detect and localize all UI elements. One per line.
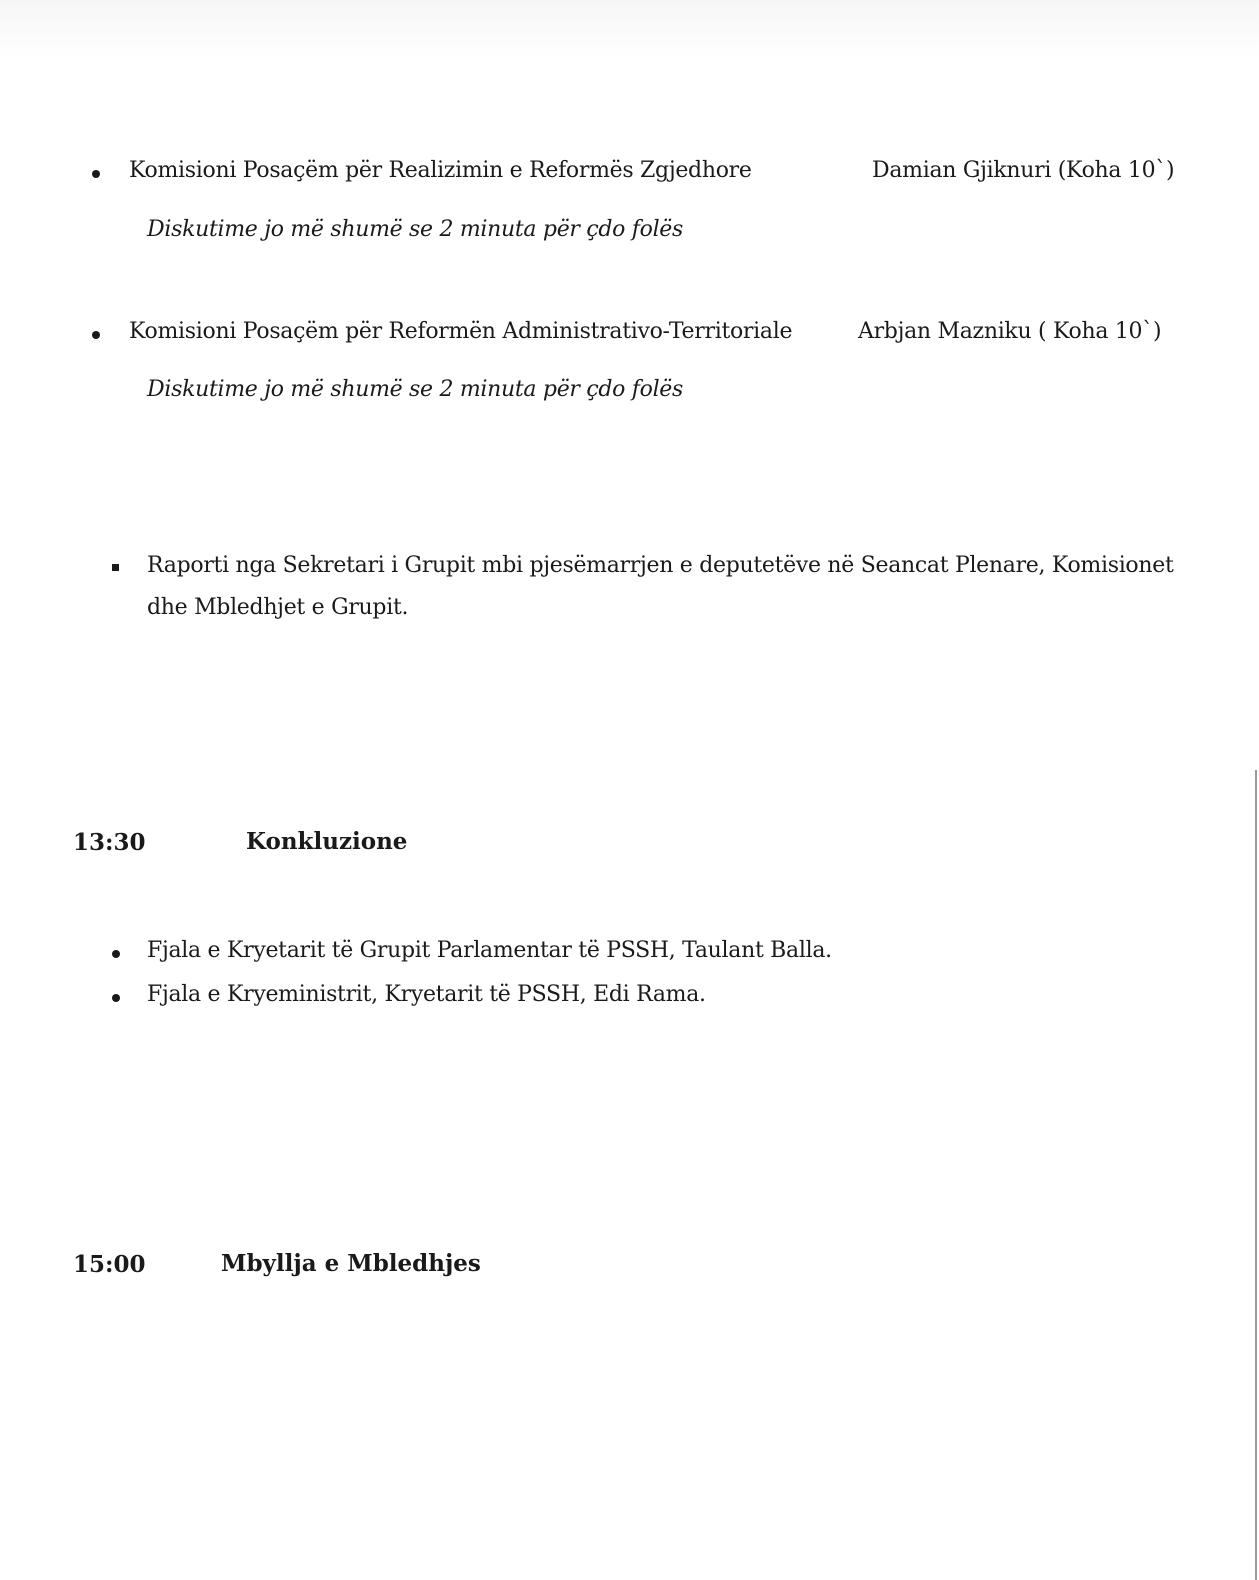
bullet-icon bbox=[112, 994, 120, 1002]
commission-title: Komisioni Posaçëm për Realizimin e Reformës Zgjedhore bbox=[129, 158, 752, 183]
square-bullet-icon bbox=[112, 564, 119, 571]
report-line-2: dhe Mbledhjet e Grupit. bbox=[147, 595, 409, 620]
page-edge-line bbox=[1255, 770, 1257, 1580]
commission-note: Diskutime jo më shumë se 2 minuta për çdo folës bbox=[147, 217, 684, 242]
commission-speaker: Damian Gjiknuri (Koha 10`) bbox=[872, 158, 1175, 183]
speech-item: Fjala e Kryetarit të Grupit Parlamentar të PSSH, Taulant Balla. bbox=[147, 938, 832, 963]
session-title: Mbyllja e Mbledhjes bbox=[221, 1250, 481, 1277]
bullet-icon bbox=[112, 950, 120, 958]
session-time: 15:00 bbox=[73, 1251, 146, 1278]
top-shade bbox=[0, 0, 1259, 60]
bullet-icon bbox=[92, 170, 100, 178]
speech-item: Fjala e Kryeministrit, Kryetarit të PSSH, Edi Rama. bbox=[147, 982, 706, 1007]
session-time: 13:30 bbox=[73, 829, 146, 856]
bullet-icon bbox=[92, 331, 100, 339]
commission-speaker: Arbjan Mazniku ( Koha 10`) bbox=[858, 319, 1162, 344]
commission-title: Komisioni Posaçëm për Reformën Administrativo-Territoriale bbox=[129, 319, 793, 344]
report-line-1: Raporti nga Sekretari i Grupit mbi pjesëmarrjen e deputetëve në Seancat Plenare, Komisionet bbox=[147, 553, 1174, 578]
commission-note: Diskutime jo më shumë se 2 minuta për çdo folës bbox=[147, 377, 684, 402]
session-title: Konkluzione bbox=[246, 828, 408, 855]
